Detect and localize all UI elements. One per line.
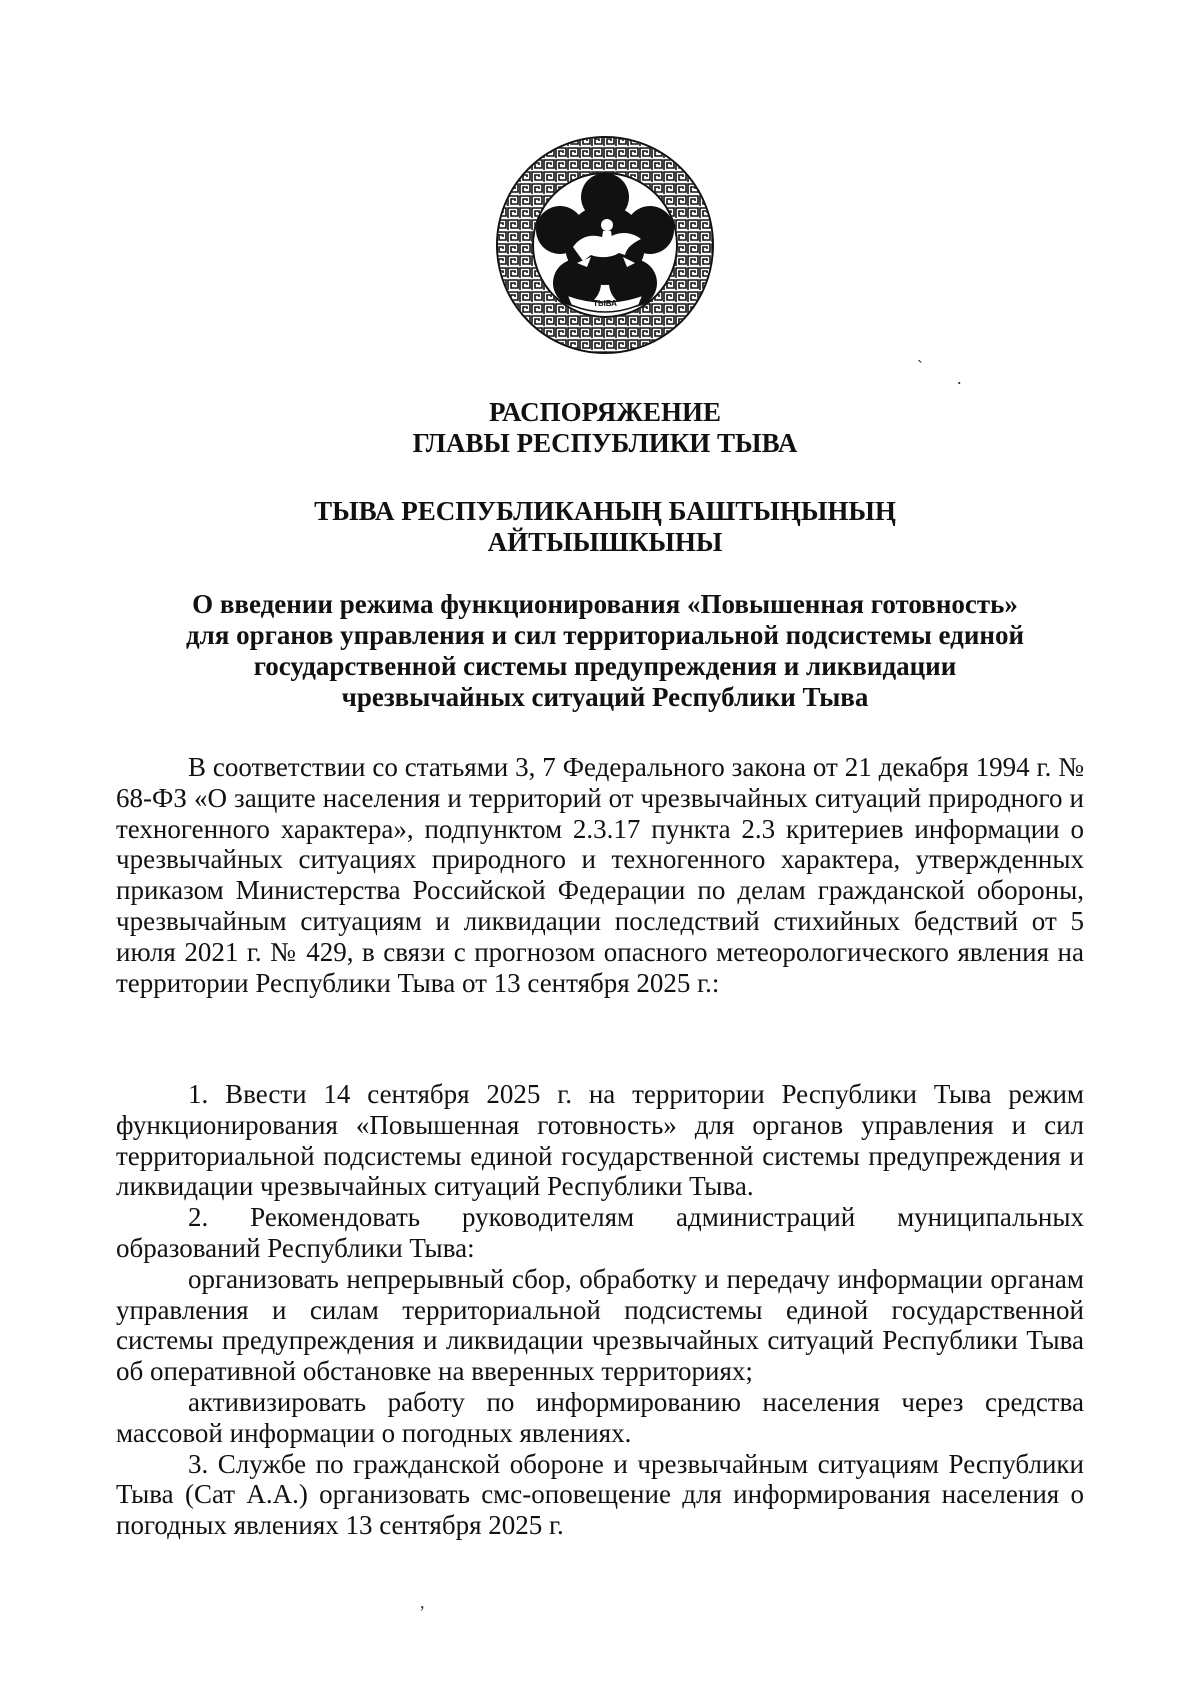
subject-line-2: для органов управления и сил территориальной подсистемы единой xyxy=(185,620,1025,650)
item-1-paragraph: 1. Ввести 14 сентября 2025 г. на территории Республики Тыва режим функционирования «Повышенная готовность» для органов управления и сил территориальной подсистемы единой государственной системы предупреждения и ликвидации чрезвычайных ситуаций Республики Тыва. xyxy=(116,1079,1084,1202)
item-2-paragraph: 2. Рекомендовать руководителям администраций муниципальных образований Республики Тыва: xyxy=(116,1202,1084,1263)
document-subject xyxy=(120,589,1090,713)
subject-line-4: чрезвычайных ситуаций Республики Тыва xyxy=(341,682,869,712)
tuvan-line-1: ТЫВА РЕСПУБЛИКАНЫҢ БАШТЫҢЫНЫҢ xyxy=(314,496,896,526)
subject-line-1: О введении режима функционирования «Повышенная готовность» xyxy=(192,589,1018,619)
tuvan-line-2: АЙТЫЫШКЫНЫ xyxy=(487,527,723,557)
emblem-ribbon-text: ТЫВА xyxy=(593,299,617,308)
tuva-emblem xyxy=(495,135,715,355)
subject-line-3: государственной системы предупреждения и ликвидации xyxy=(253,651,957,681)
scan-speck: . xyxy=(957,368,962,388)
item-2-subpoint-2: активизировать работу по информированию населения через средства массовой информации о погодных явлениях. xyxy=(116,1386,1084,1448)
preamble-paragraph: В соответствии со статьями 3, 7 Федерального закона от 21 декабря 1994 г. № 68-ФЗ «О защите населения и территорий от чрезвычайных ситуаций природного и техногенного характера», подпунктом 2.3.17 пункта 2.3 критериев информации о чрезвычайных ситуациях природного и техногенного характера, утвержденных приказом Министерства Российской Федерации по делам гражданской обороны, чрезвычайным ситуациям и ликвидации последствий стихийных бедствий от 5 июля 2021 г. № 429, в связи с прогнозом опасного метеорологического явления на территории Республики Тыва от 13 сентября 2025 г.: xyxy=(116,752,1084,998)
items-block xyxy=(116,1079,1084,1541)
scan-speck: ` xyxy=(917,357,923,377)
preamble-block xyxy=(116,752,1084,998)
item-2-subpoint-1: организовать непрерывный сбор, обработку и передачу информации органам управления и силам территориальной подсистемы единой государственной системы предупреждения и ликвидации чрезвычайных ситуаций Республики Тыва об оперативной обстановке на вверенных территориях; xyxy=(116,1263,1084,1387)
title-line-1: РАСПОРЯЖЕНИЕ xyxy=(488,397,722,427)
tuvan-title xyxy=(120,496,1090,558)
title-line-2: ГЛАВЫ РЕСПУБЛИКИ ТЫВА xyxy=(412,428,798,458)
scan-speck: , xyxy=(420,1592,425,1612)
item-3-paragraph: 3. Службе по гражданской обороне и чрезвычайным ситуациям Республики Тыва (Сат А.А.) организовать смс-оповещение для информирования населения о погодных явлениях 13 сентября 2025 г. xyxy=(116,1448,1084,1541)
document-title xyxy=(120,397,1090,459)
